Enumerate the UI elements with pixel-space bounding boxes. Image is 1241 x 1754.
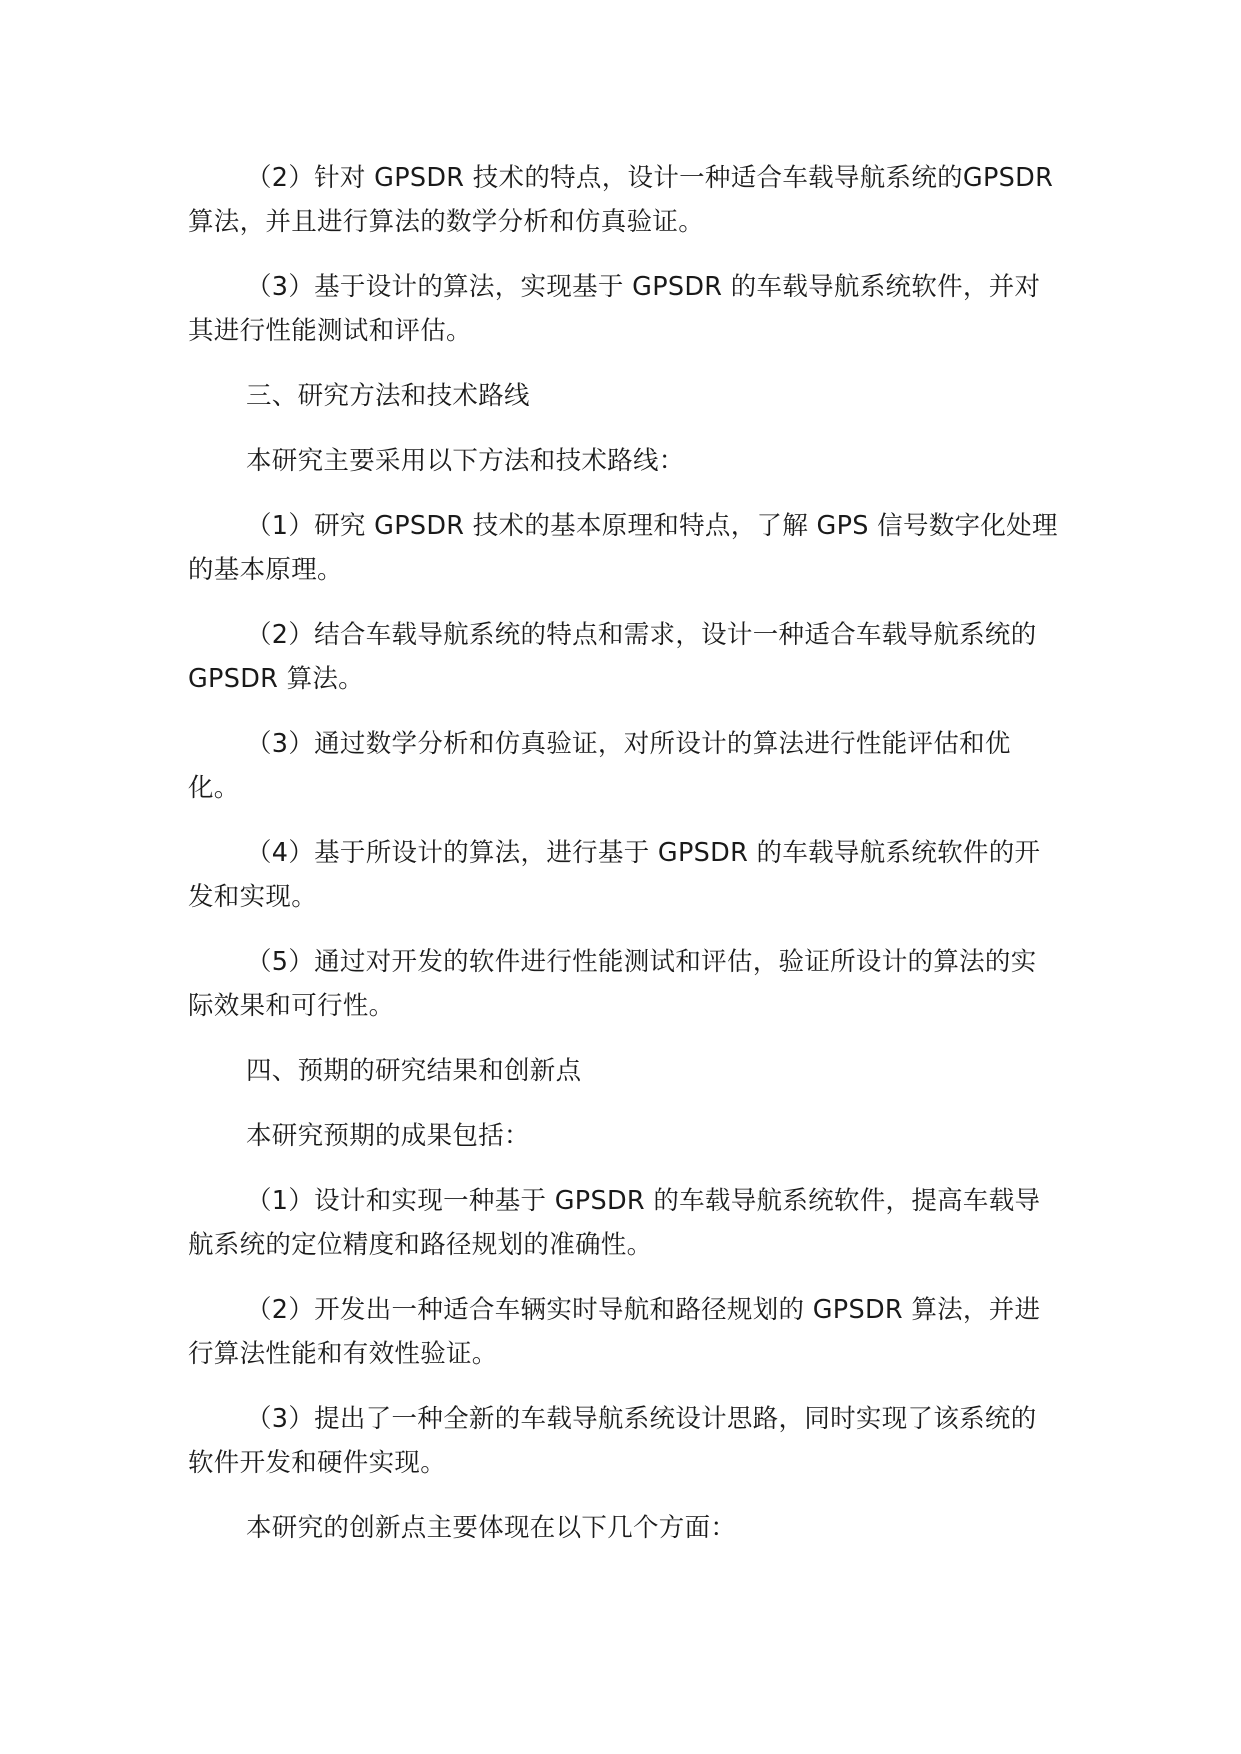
paragraph-innovations-intro: 本研究的创新点主要体现在以下几个方面： bbox=[246, 1513, 737, 1543]
paragraph-methods-intro: 本研究主要采用以下方法和技术路线： bbox=[246, 446, 685, 476]
section-heading-methods: 三、研究方法和技术路线 bbox=[246, 381, 530, 411]
section-heading-results: 四、预期的研究结果和创新点 bbox=[246, 1056, 582, 1086]
paragraph-result-1: （1）设计和实现一种基于 GPSDR 的车载导航系统软件，提高车载导航系统的定位精度和路径规划的准确性。 bbox=[188, 1186, 1041, 1260]
paragraph-objective-2: （2）针对 GPSDR 技术的特点，设计一种适合车载导航系统的GPSDR 算法，并且进行算法的数学分析和仿真验证。 bbox=[188, 163, 1054, 237]
paragraph-objective-3: （3）基于设计的算法，实现基于 GPSDR 的车载导航系统软件，并对其进行性能测试和评估。 bbox=[188, 272, 1041, 346]
paragraph-results-intro: 本研究预期的成果包括： bbox=[246, 1121, 530, 1151]
paragraph-method-2: （2）结合车载导航系统的特点和需求，设计一种适合车载导航系统的 GPSDR 算法。 bbox=[188, 620, 1037, 694]
paragraph-method-3: （3）通过数学分析和仿真验证，对所设计的算法进行性能评估和优化。 bbox=[188, 729, 1011, 803]
paragraph-result-3: （3）提出了一种全新的车载导航系统设计思路，同时实现了该系统的软件开发和硬件实现。 bbox=[188, 1404, 1037, 1478]
paragraph-method-5: （5）通过对开发的软件进行性能测试和评估，验证所设计的算法的实际效果和可行性。 bbox=[188, 947, 1037, 1021]
paragraph-result-2: （2）开发出一种适合车辆实时导航和路径规划的 GPSDR 算法，并进行算法性能和有效性验证。 bbox=[188, 1295, 1041, 1369]
document-body bbox=[188, 156, 1058, 1571]
paragraph-method-1: （1）研究 GPSDR 技术的基本原理和特点，了解 GPS 信号数字化处理的基本原理。 bbox=[188, 511, 1058, 585]
paragraph-method-4: （4）基于所设计的算法，进行基于 GPSDR 的车载导航系统软件的开发和实现。 bbox=[188, 838, 1041, 912]
